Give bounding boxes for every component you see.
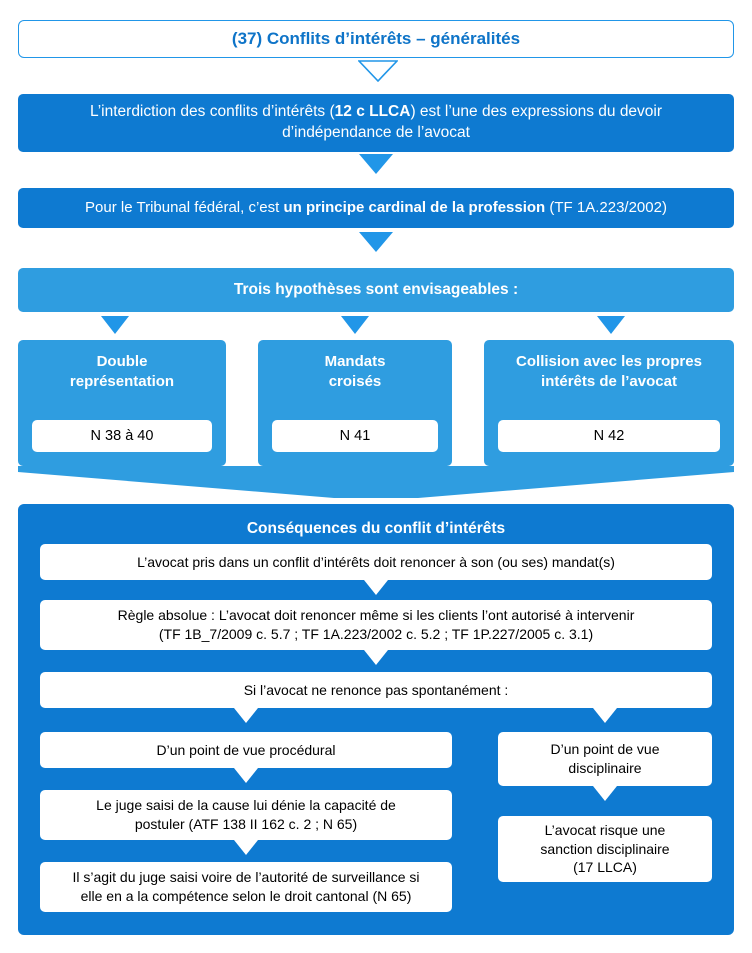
hypothesis-card-title — [258, 352, 452, 391]
w6-line1: Il s’agit du juge saisi voire de l’autorité de surveillance si — [72, 869, 420, 886]
consequence-step-non-renonciation: Si l’avocat ne renonce pas spontanément : — [40, 672, 712, 708]
diagram-title-box — [18, 20, 734, 58]
bar2-strong: un principe cardinal de la profession — [283, 198, 546, 216]
consequences-panel — [18, 504, 734, 935]
statement-bar-interdiction-text — [18, 102, 734, 144]
hypothesis-card-double-representation — [18, 340, 226, 466]
bar1-strong: 12 c LLCA — [334, 103, 411, 121]
hypothesis-card-note: N 41 — [272, 420, 438, 452]
branch-procedural-box-1 — [40, 790, 452, 840]
card2-line2: croisés — [328, 372, 382, 390]
w5-line1: Le juge saisi de la cause lui dénie la capacité de — [96, 797, 396, 814]
arrow-down-icon-5 — [597, 316, 625, 334]
card1-line2: représentation — [69, 372, 175, 390]
hypotheses-header-bar — [18, 268, 734, 312]
arrow-down-icon-6 — [364, 580, 388, 595]
arrow-down-icon-3 — [101, 316, 129, 334]
arrow-down-icon-2 — [359, 232, 393, 252]
card3-line1: Collision avec les propres — [516, 353, 702, 370]
w5-line2: postuler (ATF 138 II 162 c. 2 ; N 65) — [134, 816, 358, 832]
arrow-down-icon-1 — [359, 154, 393, 174]
consequences-title: Conséquences du conflit d’intérêts — [246, 520, 506, 537]
branch-disciplinary-heading — [498, 732, 712, 786]
w2-line2: (TF 1B_7/2009 c. 5.7 ; TF 1A.223/2002 c. 5.2 ; TF 1P.227/2005 c. 3.1) — [158, 626, 594, 642]
arrow-down-icon-4 — [341, 316, 369, 334]
statement-bar-tribunal-federal — [18, 188, 734, 228]
arrow-down-icon-12 — [593, 786, 617, 801]
hollow-arrow-icon — [358, 60, 398, 82]
arrow-down-icon-9 — [593, 708, 617, 723]
w8-line2: sanction disciplinaire — [540, 840, 670, 857]
w8-line3: (17 LLCA) — [573, 859, 637, 876]
branch-procedural-box-2 — [40, 862, 452, 912]
hypothesis-card-mandats-croises — [258, 340, 452, 466]
w7-line1: D’un point de vue — [550, 741, 660, 758]
bar1-part1: L’interdiction des conflits d’intérêts ( — [89, 103, 335, 121]
card2-line1: Mandats — [324, 353, 386, 370]
hypothesis-card-note: N 38 à 40 — [32, 420, 212, 452]
card1-line1: Double — [96, 353, 148, 370]
branch-disciplinary-box — [498, 816, 712, 882]
bar2-part2: (TF 1A.223/2002) — [545, 198, 667, 216]
page-title: (37) Conflits d’intérêts – généralités — [231, 29, 521, 48]
statement-bar-tribunal-federal-text — [63, 198, 689, 218]
w7-line2: disciplinaire — [568, 760, 642, 776]
card3-line2: intérêts de l’avocat — [541, 372, 677, 390]
wide-chevron-icon — [18, 466, 734, 500]
arrow-down-icon-10 — [234, 768, 258, 783]
consequence-step-regle-absolue — [40, 600, 712, 650]
consequence-step-renoncer: L’avocat pris dans un conflit d’intérêts doit renoncer à son (ou ses) mandat(s) — [40, 544, 712, 580]
w2-line1: Règle absolue : L’avocat doit renoncer même si les clients l’ont autorisé à intervenir — [117, 607, 635, 624]
arrow-down-icon-8 — [234, 708, 258, 723]
hypothesis-card-note: N 42 — [498, 420, 720, 452]
hypothesis-card-title — [484, 352, 734, 391]
branch-procedural-heading: D’un point de vue procédural — [40, 732, 452, 768]
hypothesis-card-collision — [484, 340, 734, 466]
arrow-down-icon-7 — [364, 650, 388, 665]
statement-bar-interdiction — [18, 94, 734, 152]
w8-line1: L’avocat risque une — [544, 821, 666, 838]
hypothesis-card-title — [18, 352, 226, 391]
bar2-part1: Pour le Tribunal fédéral, c’est — [85, 198, 284, 216]
bar1-part2: ) est l’une des expressions du devoir d’indépendance de l’avocat — [282, 103, 663, 141]
hypotheses-header-text: Trois hypothèses sont envisageables : — [233, 280, 519, 298]
arrow-down-icon-11 — [234, 840, 258, 855]
w6-line2: elle en a la compétence selon le droit cantonal (N 65) — [80, 888, 412, 904]
